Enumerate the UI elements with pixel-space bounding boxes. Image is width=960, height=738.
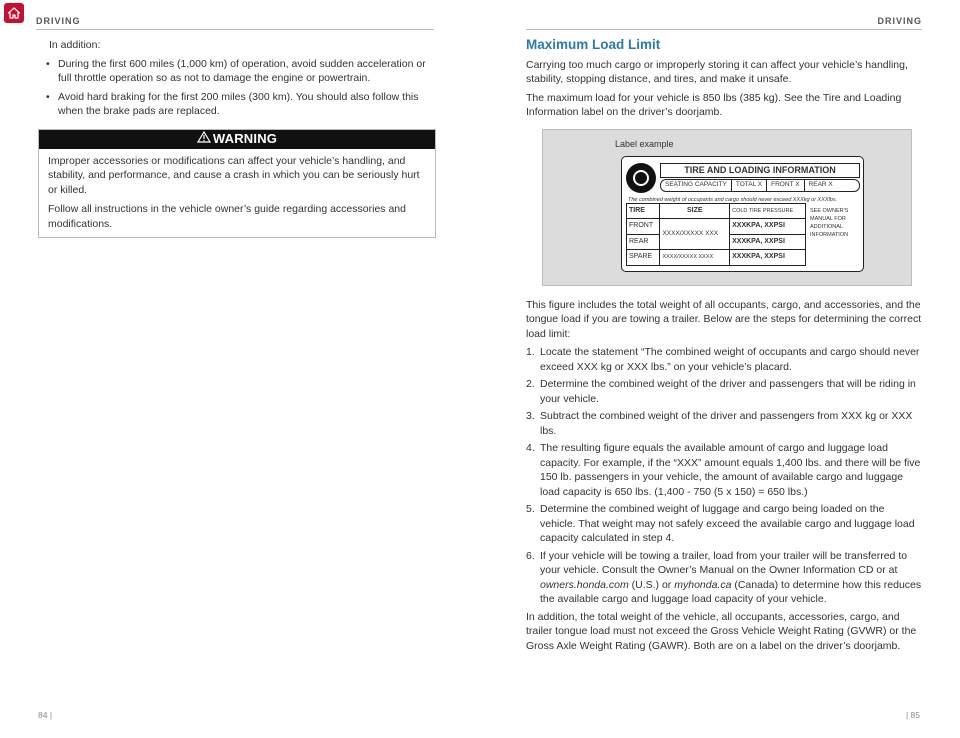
header-rule bbox=[36, 29, 434, 30]
header-cell: TIRE bbox=[627, 203, 660, 219]
page-number: | 85 bbox=[905, 710, 920, 720]
paragraph: The maximum load for your vehicle is 850 lbs (385 kg). See the Tire and Loading Information label on the driver’s doorjamb. bbox=[526, 91, 902, 118]
tire-cell: FRONT bbox=[627, 219, 660, 235]
break-in-list bbox=[38, 57, 434, 119]
left-content bbox=[38, 38, 434, 238]
table-row bbox=[627, 219, 806, 235]
tire-cell: SPARE bbox=[627, 250, 660, 266]
steps-list bbox=[526, 345, 922, 607]
pressure-cell: XXXKPA, XXPSI bbox=[730, 250, 806, 266]
myhonda-link[interactable]: myhonda.ca bbox=[674, 578, 732, 591]
list-item: 3. Subtract the combined weight of the driver and passengers from XXX kg or XXX lbs. bbox=[526, 410, 913, 437]
table-row bbox=[627, 250, 806, 266]
house-icon bbox=[7, 6, 21, 20]
seating-total: TOTAL X bbox=[735, 180, 763, 188]
seating-capacity-row bbox=[660, 179, 860, 192]
seating-capacity: SEATING CAPACITY bbox=[665, 180, 727, 188]
tire-loading-label bbox=[621, 156, 864, 272]
list-item: • Avoid hard braking for the first 200 miles (300 km). You should also follow this when the brake pads are replaced. bbox=[38, 90, 434, 119]
size-cell: XXXX/XXXXX XXXX bbox=[660, 250, 730, 266]
header-cell: COLD TIRE PRESSURE bbox=[730, 203, 806, 219]
paragraph: Carrying too much cargo or improperly storing it can affect your vehicle’s handling, stability, stopping distance, and tires, and make it unsafe. bbox=[526, 58, 908, 85]
size-cell: XXXX/XXXXX XXX bbox=[660, 219, 730, 250]
pressure-cell: XXXKPA, XXPSI bbox=[730, 234, 806, 250]
closing-paragraph: In addition, the total weight of the vehicle, all occupants, accessories, cargo, and trailer tongue load must not exceed the Gross Vehicle Weight Rating (GVWR) or the Gross Axle Weight Rating (GAWR). Both are on a label on the driver’s doorjamb. bbox=[526, 610, 917, 652]
list-item: • During the first 600 miles (1,000 km) of operation, avoid sudden acceleration or full throttle operation so as not to damage the engine or powertrain. bbox=[38, 57, 434, 86]
list-item: 4. The resulting figure equals the available amount of cargo and luggage load capacity. For example, if the “XXX” amount equals 1,400 lbs. and there will be five 150 lb. passengers in your vehicle, the amount of available cargo and luggage load capacity is 650 lbs. (1,400 - 750 (5 x 150) = 650 lbs.) bbox=[526, 442, 921, 498]
warning-paragraph: Improper accessories or modifications can affect your vehicle’s handling, and stability, and performance, and cause a crash in which you can be seriously hurt or killed. bbox=[48, 154, 420, 196]
owners-link[interactable]: owners.honda.com bbox=[540, 578, 629, 591]
warning-paragraph: Follow all instructions in the vehicle owner’s guide regarding accessories and modifications. bbox=[48, 203, 406, 230]
pressure-cell: XXXKPA, XXPSI bbox=[730, 219, 806, 235]
figure-caption: Label example bbox=[615, 138, 674, 149]
header-cell: SIZE bbox=[660, 203, 730, 219]
intro-text: In addition: bbox=[49, 39, 101, 51]
label-title: TIRE AND LOADING INFORMATION bbox=[660, 163, 860, 178]
body-paragraph: This figure includes the total weight of all occupants, cargo, and accessories, and the tongue load if you are towing a trailer. Below are the steps for determining the correct load limit: bbox=[526, 298, 922, 340]
list-item: 1. Locate the statement “The combined weight of occupants and cargo should never exceed XXX kg or XXX lbs.” on your vehicle’s placard. bbox=[526, 346, 920, 373]
right-page bbox=[480, 0, 960, 738]
warning-body bbox=[39, 149, 435, 238]
page-number: 84 | bbox=[38, 710, 53, 720]
tire-table bbox=[626, 203, 806, 266]
home-icon[interactable] bbox=[4, 3, 24, 23]
header-rule bbox=[526, 29, 922, 30]
warning-title: WARNING bbox=[212, 130, 278, 146]
section-label: DRIVING bbox=[877, 16, 922, 26]
tire-cell: REAR bbox=[627, 234, 660, 250]
seating-rear: REAR X bbox=[808, 180, 833, 188]
section-label: DRIVING bbox=[36, 16, 81, 26]
warning-box bbox=[38, 129, 436, 239]
label-figure bbox=[542, 129, 912, 286]
right-content bbox=[526, 38, 922, 653]
combined-weight-statement: The combined weight of occupants and cargo should never exceed XXXkg or XXXlbs. bbox=[628, 196, 838, 203]
seating-front: FRONT X bbox=[771, 180, 800, 188]
list-item: 6. If your vehicle will be towing a trailer, load from your trailer will be transferred to your vehicle. Consult the Owner’s Manual on the Owner Information CD or at owners.honda.com (U.S.) or myhonda.ca (Canada) to determine how this reduces the available cargo and luggage load capacity of your vehicle. bbox=[526, 549, 922, 605]
see-manual-note: SEE OWNER'S MANUAL FOR ADDITIONAL INFORMATION bbox=[810, 207, 849, 238]
warning-triangle-icon bbox=[197, 131, 211, 147]
table-header-row bbox=[627, 203, 806, 219]
tire-icon bbox=[626, 163, 656, 193]
section-title: Maximum Load Limit bbox=[526, 37, 661, 52]
list-item: 5. Determine the combined weight of luggage and cargo being loaded on the vehicle. That weight may not safely exceed the available cargo and luggage load capacity calculated in step 4. bbox=[526, 503, 915, 544]
warning-header bbox=[39, 130, 435, 149]
list-item: 2. Determine the combined weight of the driver and passengers that will be riding in your vehicle. bbox=[526, 378, 916, 405]
